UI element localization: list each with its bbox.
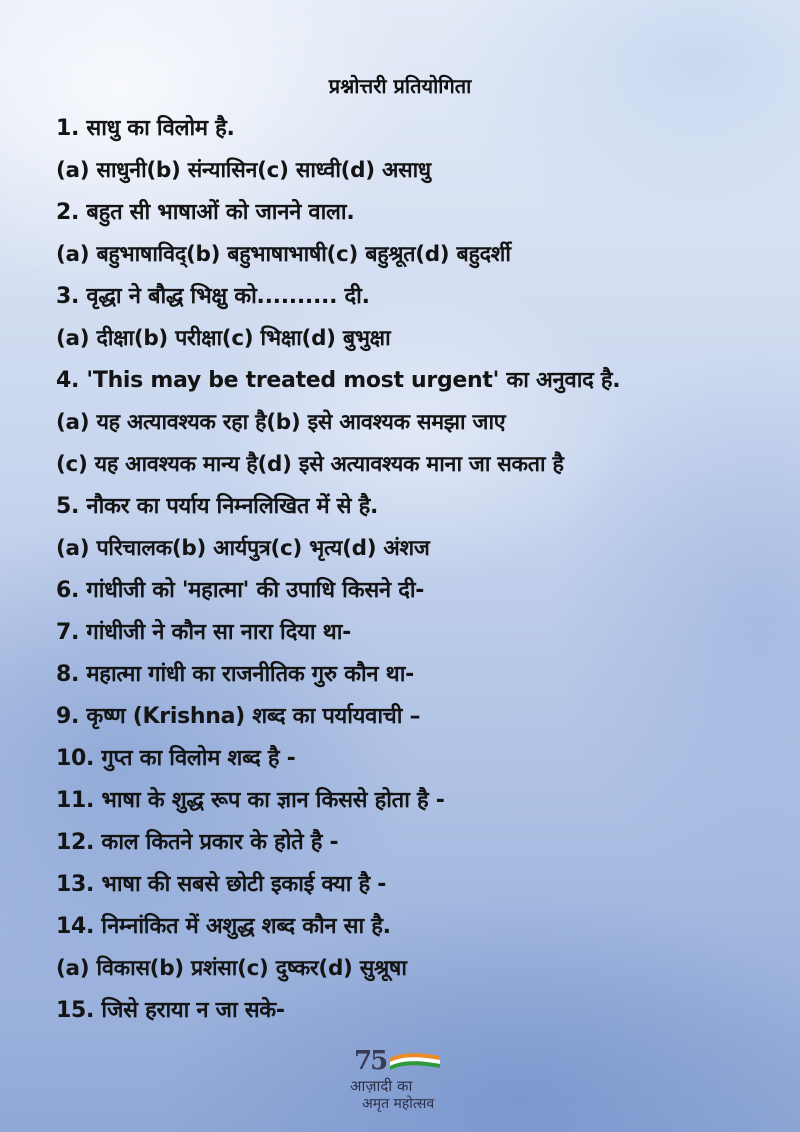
question-4-options-a-b: (a) यह अत्यावश्यक रहा है(b) इसे आवश्यक समझा जाए bbox=[56, 410, 506, 435]
page-title: प्रश्नोत्तरी प्रतियोगिता bbox=[328, 74, 472, 98]
question-2: 2. बहुत सी भाषाओं को जानने वाला. bbox=[56, 200, 355, 225]
question-12: 12. काल कितने प्रकार के होते है - bbox=[56, 830, 339, 855]
question-9: 9. कृष्ण (Krishna) शब्द का पर्यायवाची – bbox=[56, 704, 421, 729]
question-6: 6. गांधीजी को 'महात्मा' की उपाधि किसने दी- bbox=[56, 578, 425, 603]
tricolor-flag-icon bbox=[388, 1052, 442, 1072]
question-3: 3. वृद्धा ने बौद्ध भिक्षु को.......... दी. bbox=[56, 284, 370, 309]
question-10: 10. गुप्त का विलोम शब्द है - bbox=[56, 746, 296, 771]
question-2-options: (a) बहुभाषाविद्(b) बहुभाषाभाषी(c) बहुश्रूत(d) बहुदर्शी bbox=[56, 242, 511, 267]
azadi-ka-amrit-mahotsav-logo bbox=[348, 1046, 458, 1116]
question-5-options: (a) परिचालक(b) आर्यपुत्र(c) भृत्य(d) अंशज bbox=[56, 536, 430, 561]
question-14-options: (a) विकास(b) प्रशंसा(c) दुष्कर(d) सुश्रूषा bbox=[56, 956, 407, 981]
question-11: 11. भाषा के शुद्ध रूप का ज्ञान किससे होता है - bbox=[56, 788, 445, 813]
question-5: 5. नौकर का पर्याय निम्नलिखित में से है. bbox=[56, 494, 379, 519]
question-list bbox=[56, 108, 791, 1032]
question-14: 14. निम्नांकित में अशुद्ध शब्द कौन सा है. bbox=[56, 914, 391, 939]
question-13: 13. भाषा की सबसे छोटी इकाई क्या है - bbox=[56, 872, 387, 897]
question-1: 1. साधु का विलोम है. bbox=[56, 116, 235, 141]
question-4-options-c-d: (c) यह आवश्यक मान्य है(d) इसे अत्यावश्यक माना जा सकता है bbox=[56, 452, 564, 477]
question-1-options: (a) साधुनी(b) संन्यासिन(c) साध्वी(d) असाधु bbox=[56, 158, 431, 183]
logo-number: 75 bbox=[354, 1046, 387, 1076]
question-7: 7. गांधीजी ने कौन सा नारा दिया था- bbox=[56, 620, 351, 645]
logo-line-1: आज़ादी का bbox=[350, 1077, 413, 1095]
question-15: 15. जिसे हराया न जा सके- bbox=[56, 998, 285, 1023]
question-3-options: (a) दीक्षा(b) परीक्षा(c) भिक्षा(d) बुभुक्षा bbox=[56, 326, 391, 351]
question-4: 4. 'This may be treated most urgent' का अनुवाद है. bbox=[56, 368, 621, 393]
logo-line-2: अमृत महोत्सव bbox=[362, 1096, 435, 1112]
question-8: 8. महात्मा गांधी का राजनीतिक गुरु कौन था- bbox=[56, 662, 414, 687]
